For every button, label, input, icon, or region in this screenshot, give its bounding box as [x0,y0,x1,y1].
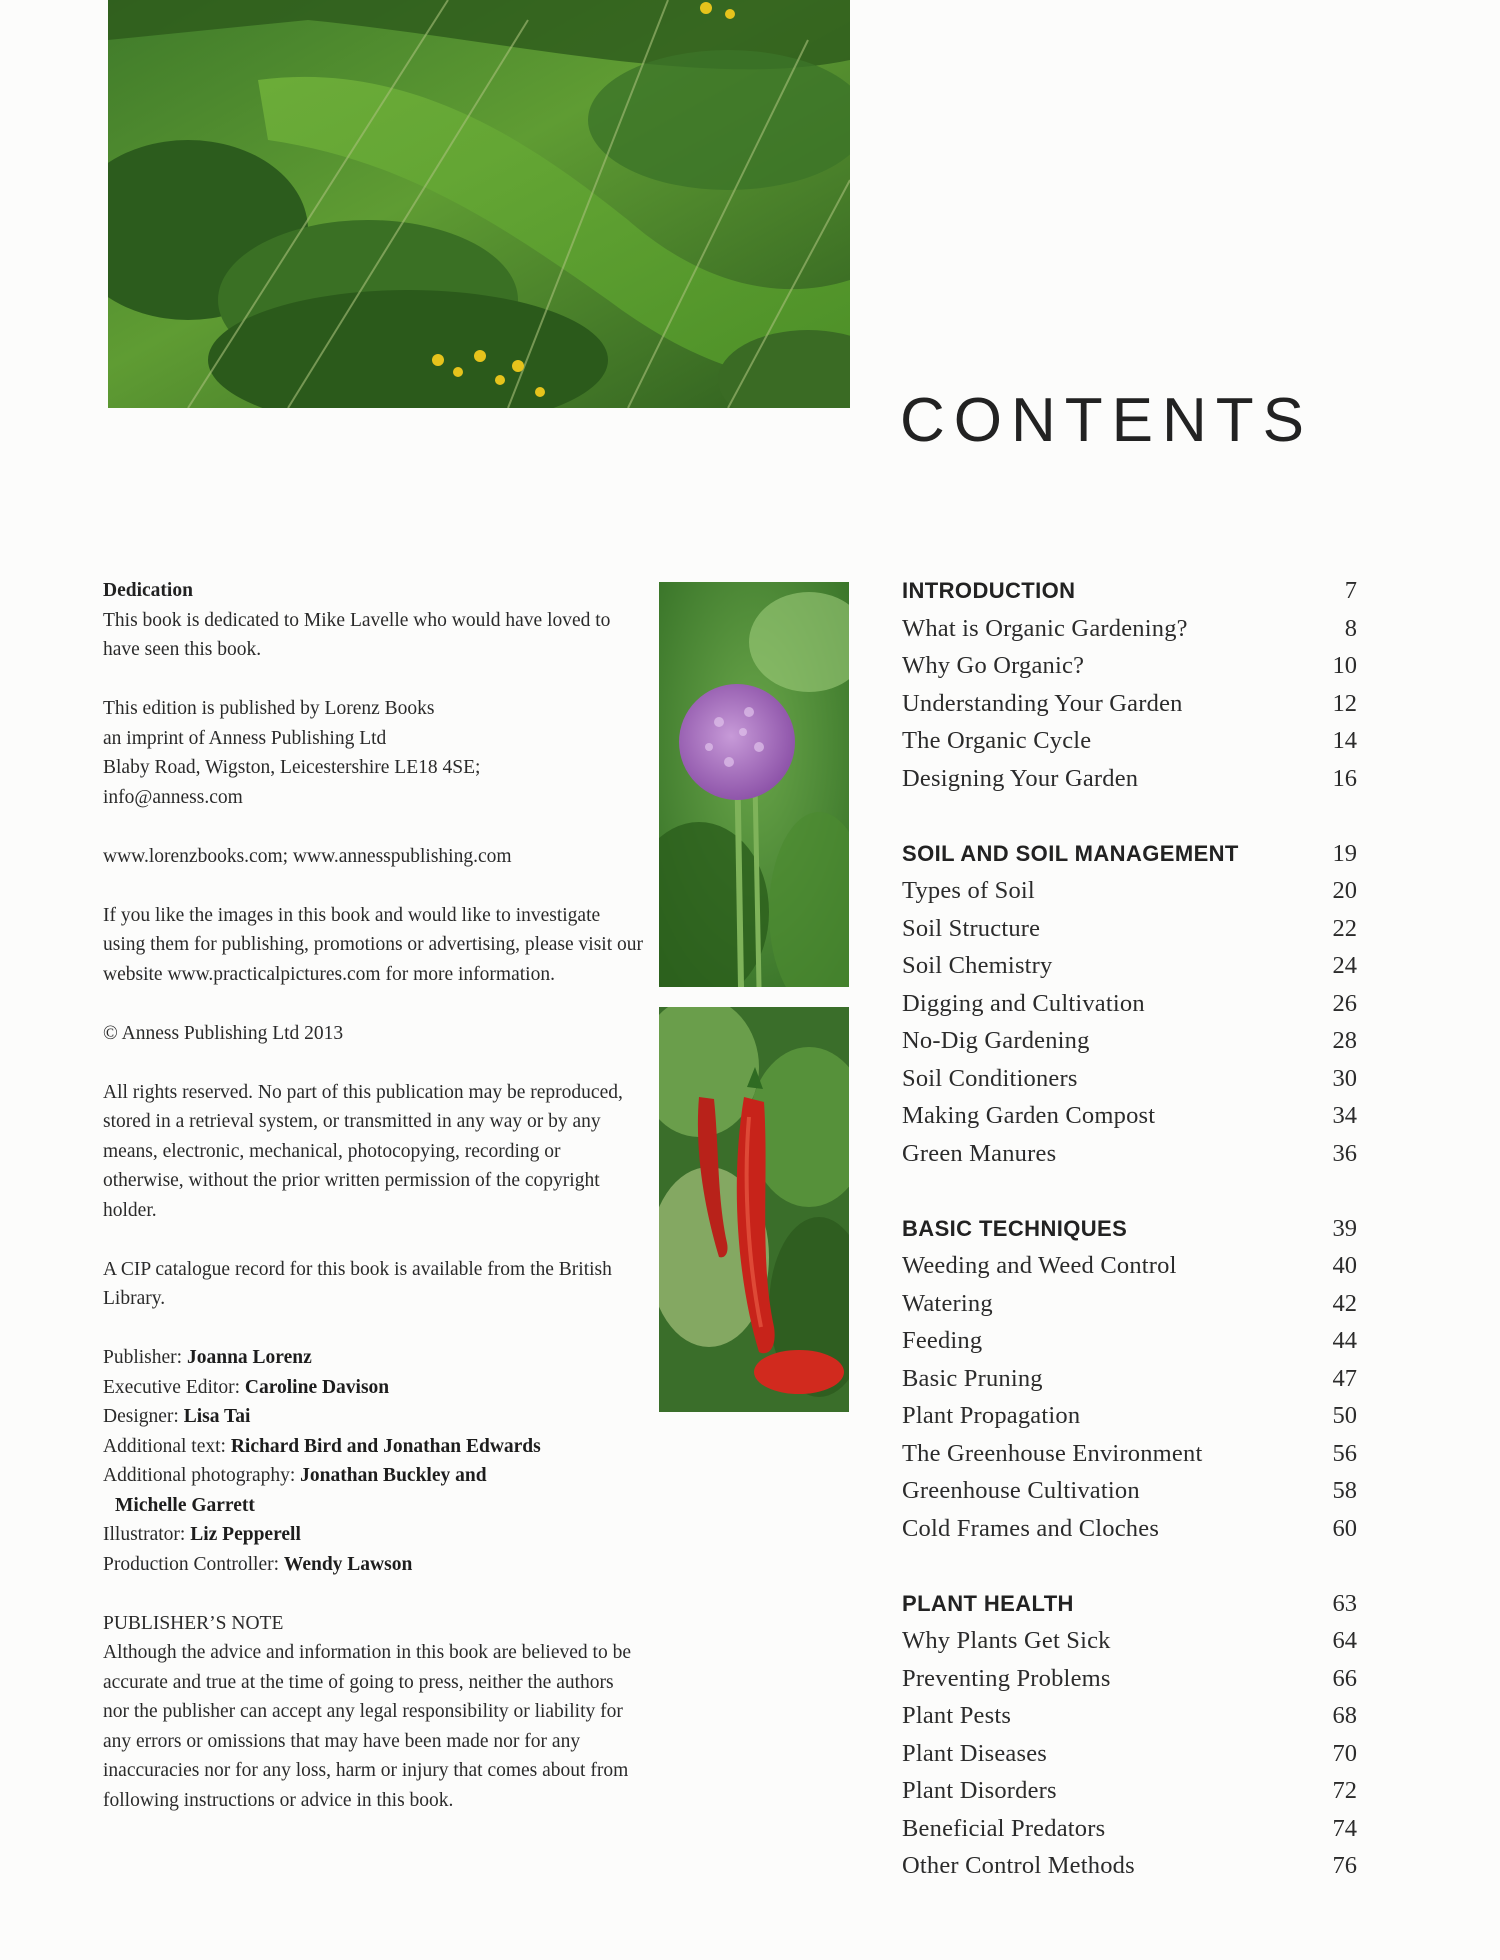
toc-entry[interactable] [902,1397,1357,1435]
toc-entry-label: Preventing Problems [902,1664,1111,1692]
toc-entry-label: Plant Disorders [902,1777,1057,1804]
credit-role: Illustrator: [103,1524,186,1545]
toc-entry[interactable] [902,1022,1357,1060]
toc-entry[interactable] [902,1660,1357,1698]
toc-page-number: 26 [1332,989,1357,1017]
toc-entry[interactable] [902,985,1357,1023]
toc-section-title: INTRODUCTION [902,578,1076,603]
toc-entry-label: Plant Diseases [902,1739,1048,1767]
toc-section-heading[interactable] [902,1585,1357,1623]
credits-list [103,1343,643,1579]
toc-page-number: 74 [1332,1814,1357,1842]
rights-statement: All rights reserved. No part of this publication may be reproduced, stored in a retrieval system, or transmitted in any way or by any means, electronic, mechanical, photocopying, recording or otherwise, without the prior written permission of the copyright holder. [103,1081,623,1221]
toc-page-number: 36 [1332,1139,1357,1167]
dedication-heading: Dedication [103,580,193,601]
toc-entry[interactable] [902,872,1357,910]
toc-entry[interactable] [902,610,1357,648]
toc-entry[interactable] [902,685,1357,723]
credit-line [103,1343,643,1373]
toc-page-number: 66 [1332,1664,1357,1692]
toc-page-number: 47 [1332,1364,1357,1392]
toc-entry[interactable] [902,1810,1357,1848]
credit-role: Production Controller: [103,1553,280,1575]
toc-page-number: 12 [1332,689,1357,717]
toc-page-number: 68 [1332,1702,1357,1729]
dedication-text: This book is dedicated to Mike Lavelle who would have loved to have seen this book. [103,609,611,660]
toc-page-number: 16 [1332,764,1357,792]
toc-entry-label: Weeding and Weed Control [902,1252,1177,1279]
toc-section-heading[interactable] [902,572,1357,610]
garden-path-photo [108,0,850,408]
toc-entry-label: Other Control Methods [902,1852,1135,1879]
credit-role: Publisher: [103,1347,183,1368]
publisher-line: an imprint of Anness Publishing Ltd [103,727,387,749]
toc-entry[interactable] [902,1847,1357,1885]
credit-line [103,1520,643,1550]
toc-entry-label: Watering [902,1289,993,1317]
toc-entry-label: The Greenhouse Environment [902,1439,1203,1467]
toc-entry-label: Plant Propagation [902,1402,1081,1429]
table-of-contents [902,572,1357,1922]
publisher-email[interactable]: info@anness.com [103,786,243,808]
toc-entry-label: Soil Conditioners [902,1064,1078,1092]
cip-record: A CIP catalogue record for this book is available from the British Library. [103,1258,612,1309]
toc-entry-label: Beneficial Predators [902,1814,1106,1842]
toc-entry[interactable] [902,1247,1357,1285]
toc-entry-label: Cold Frames and Cloches [902,1514,1160,1542]
toc-page-number: 7 [1344,577,1357,604]
toc-entry[interactable] [902,760,1357,798]
toc-entry[interactable] [902,1735,1357,1773]
toc-page-number: 56 [1332,1439,1357,1467]
credit-role: Additional photography: [103,1465,296,1486]
credit-line [103,1550,643,1580]
publisher-note-heading: PUBLISHER’S NOTE [103,1612,284,1634]
toc-page-number: 30 [1332,1064,1357,1092]
toc-section [902,1585,1357,1885]
toc-page-number: 28 [1332,1027,1357,1054]
toc-entry[interactable] [902,1435,1357,1473]
toc-entry-label: Designing Your Garden [902,764,1139,792]
toc-entry[interactable] [902,1622,1357,1660]
toc-entry[interactable] [902,1472,1357,1510]
credit-name: Jonathan Buckley and [300,1465,487,1486]
toc-entry-label: No-Dig Gardening [902,1027,1090,1054]
toc-entry-label: Understanding Your Garden [902,689,1183,717]
copyright-line: © Anness Publishing Ltd 2013 [103,1022,344,1044]
toc-page-number: 34 [1332,1102,1357,1129]
toc-page-number: 63 [1332,1589,1357,1617]
toc-page-number: 76 [1332,1852,1357,1879]
toc-entry-label: Plant Pests [902,1702,1012,1729]
toc-entry-label: Types of Soil [902,877,1035,904]
toc-section-heading[interactable] [902,1210,1357,1248]
credit-role: Additional text: [103,1435,226,1457]
toc-section [902,835,1357,1173]
toc-entry-label: Feeding [902,1327,983,1354]
toc-page-number: 8 [1344,614,1357,642]
toc-entry-label: Soil Chemistry [902,952,1053,979]
toc-section-title: SOIL AND SOIL MANAGEMENT [902,840,1239,866]
toc-page-number: 39 [1332,1214,1357,1242]
credit-name: Michelle Garrett [115,1494,255,1516]
publisher-note-text: Although the advice and information in this book are believed to be accurate and true at the time of going to press, neither the authors nor the publisher can accept any legal responsibility or liability for any errors or omissions that may have been made nor for any inaccuracies nor for any loss, harm or injury that comes about from following instructions or advice in this book. [103,1642,631,1811]
toc-entry[interactable] [902,1322,1357,1360]
toc-section-title: PLANT HEALTH [902,1590,1074,1616]
toc-entry[interactable] [902,1772,1357,1810]
toc-entry[interactable] [902,1360,1357,1398]
credit-line [103,1432,643,1462]
toc-section [902,572,1357,797]
toc-section [902,1210,1357,1548]
toc-entry[interactable] [902,947,1357,985]
toc-page-number: 10 [1332,652,1357,679]
toc-page-number: 72 [1332,1777,1357,1804]
toc-page-number: 22 [1332,914,1357,942]
toc-entry[interactable] [902,1060,1357,1098]
credit-line [103,1373,643,1403]
toc-entry[interactable] [902,1285,1357,1323]
toc-entry-label: Basic Pruning [902,1364,1043,1392]
credit-name: Richard Bird and Jonathan Edwards [230,1435,541,1457]
red-chilli-photo [659,1007,849,1412]
credit-name: Wendy Lawson [283,1553,413,1575]
toc-page-number: 14 [1332,727,1357,754]
publisher-address [103,694,643,812]
toc-page-number: 60 [1332,1514,1357,1542]
toc-page-number: 50 [1332,1402,1357,1429]
credit-name: Caroline Davison [244,1376,390,1398]
toc-section-heading[interactable] [902,835,1357,873]
toc-page-number: 19 [1332,839,1357,867]
toc-entry-label: What is Organic Gardening? [902,614,1188,642]
credit-line [103,1461,643,1491]
toc-entry[interactable] [902,1510,1357,1548]
toc-entry-label: The Organic Cycle [902,727,1092,754]
credit-role: Designer: [103,1406,179,1427]
credit-line [103,1491,643,1521]
toc-entry[interactable] [902,647,1357,685]
toc-entry-label: Greenhouse Cultivation [902,1477,1140,1504]
toc-page-number: 64 [1332,1627,1357,1654]
toc-page-number: 40 [1332,1252,1357,1279]
toc-page-number: 58 [1332,1477,1357,1504]
toc-entry-label: Making Garden Compost [902,1102,1156,1129]
toc-entry[interactable] [902,1697,1357,1735]
toc-entry[interactable] [902,722,1357,760]
toc-section-title: BASIC TECHNIQUES [902,1215,1128,1241]
images-note: If you like the images in this book and would like to investigate using them for publishing, promotions or advertising, please visit our website www.practicalpictures.com for more information. [103,904,643,985]
toc-entry-label: Digging and Cultivation [902,989,1145,1017]
credit-name: Lisa Tai [183,1406,251,1427]
publisher-line: Blaby Road, Wigston, Leicestershire LE18 4SE; [103,757,481,778]
websites-link[interactable]: www.lorenzbooks.com; www.annesspublishing.com [103,845,512,867]
toc-page-number: 42 [1332,1289,1357,1317]
allium-flower-photo [659,582,849,987]
toc-entry-label: Why Go Organic? [902,652,1085,679]
page-title: CONTENTS [900,385,1313,455]
toc-page-number: 20 [1332,877,1357,904]
toc-entry[interactable] [902,1135,1357,1173]
publisher-line: This edition is published by Lorenz Books [103,698,435,719]
toc-page-number: 24 [1332,952,1357,979]
imprint-column [103,576,643,1845]
credit-name: Liz Pepperell [190,1524,301,1545]
toc-entry[interactable] [902,1097,1357,1135]
toc-entry-label: Green Manures [902,1139,1057,1167]
toc-page-number: 44 [1332,1327,1357,1354]
credit-line [103,1402,643,1432]
toc-page-number: 70 [1332,1739,1357,1767]
toc-entry[interactable] [902,910,1357,948]
toc-entry-label: Why Plants Get Sick [902,1627,1111,1654]
credit-name: Joanna Lorenz [186,1347,312,1368]
credit-role: Executive Editor: [103,1376,240,1398]
toc-entry-label: Soil Structure [902,914,1041,942]
